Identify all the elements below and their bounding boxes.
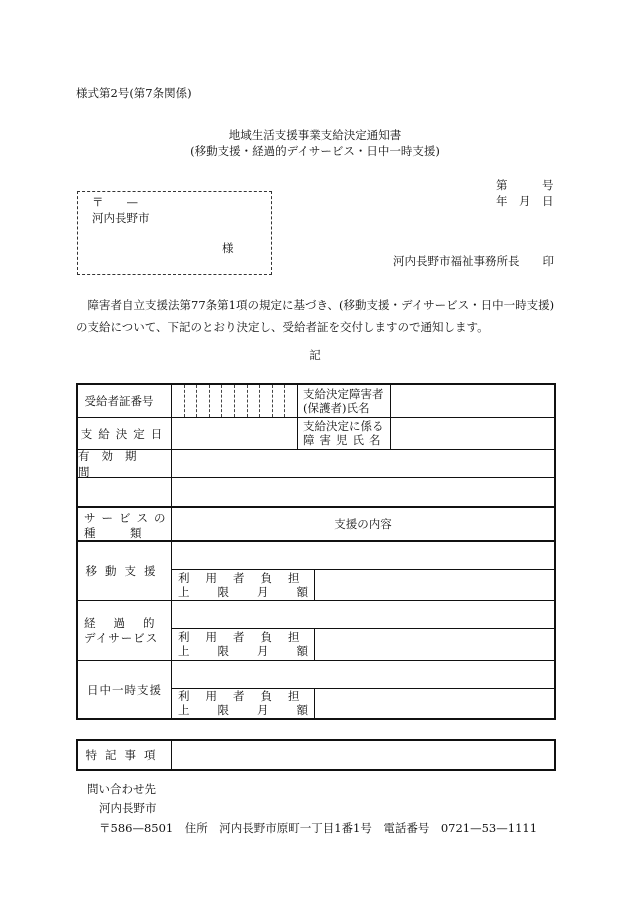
- service-type-label-1: サービスの: [84, 511, 172, 525]
- validity-label: 有効期間: [78, 448, 149, 479]
- contact-heading: 問い合わせ先: [87, 782, 156, 796]
- burden-label-2: 上限月額: [178, 585, 336, 599]
- service-day-label-2: デイサービス: [84, 631, 159, 645]
- validity-label-cell: [78, 450, 171, 477]
- col-divider: [171, 385, 172, 718]
- child-label-2: 障害児氏名: [303, 433, 386, 447]
- document-date: 年 月 日: [496, 194, 554, 208]
- remarks-label: 特記事項: [85, 748, 164, 762]
- decision-date-label-cell: [78, 418, 171, 449]
- decision-form-table: [76, 383, 556, 720]
- burden-label-1: 利用者負担: [178, 630, 316, 644]
- decision-date-label: 支給決定日: [80, 426, 169, 441]
- document-title: 地域生活支援事業支給決定通知書: [228, 128, 402, 142]
- remarks-label-cell: [78, 741, 171, 769]
- document-subtitle: (移動支援・経過的デイサービス・日中一時支援): [190, 144, 440, 158]
- service-mobility-label-cell: [78, 542, 171, 600]
- remarks-table: [76, 739, 556, 771]
- recipient-number-digits[interactable]: [172, 385, 297, 417]
- contact-city: 河内長野市: [99, 801, 157, 815]
- body-paragraph: 障害者自立支援法第77条第1項の規定に基づき、(移動支援・デイサービス・日中一時支援)の支給について、下記のとおり決定し、受給者証を交付しますので通知します。: [76, 298, 555, 334]
- col-divider: [390, 385, 391, 449]
- child-label-1: 支給決定に係る: [303, 419, 384, 433]
- service-mobility-label: 移動支援: [85, 564, 164, 578]
- contact-address-line: 〒586—8501 住所 河内長野市原町一丁目1番1号 電話番号 0721—53—1111: [99, 821, 538, 835]
- row-divider: [172, 569, 554, 570]
- issuer: 河内長野市福祉事務所長 印: [393, 254, 554, 268]
- remarks-field[interactable]: [172, 741, 554, 769]
- burden-label-1: 利用者負担: [178, 571, 316, 585]
- applicant-label-2: (保護者)氏名: [303, 401, 370, 415]
- burden-label-1: 利用者負担: [178, 689, 316, 703]
- col-divider: [297, 385, 298, 449]
- postal-mark: 〒 —: [92, 195, 138, 209]
- recipient-no-label: 受給者証番号: [84, 394, 154, 408]
- document-number: 第 号: [496, 178, 554, 192]
- recipient-city: 河内長野市: [92, 211, 150, 225]
- service-day-label-1: 経過的: [84, 616, 173, 630]
- burden-label-2: 上限月額: [178, 644, 336, 658]
- service-daytime-label-cell: [78, 661, 171, 718]
- row-divider: [78, 600, 554, 601]
- burden-label-2: 上限月額: [178, 703, 336, 717]
- row-divider: [172, 628, 554, 629]
- content-header: 支援の内容: [334, 517, 392, 531]
- applicant-label-1: 支給決定障害者: [303, 387, 384, 401]
- recipient-no-label-cell: [78, 385, 171, 417]
- service-type-label-2: 種 類: [84, 526, 142, 540]
- service-daytime-label: 日中一時支援: [87, 682, 162, 697]
- honorific: 様: [222, 241, 234, 255]
- form-number: 様式第2号(第7条関係): [76, 86, 192, 100]
- ki-mark: 記: [309, 348, 321, 362]
- address-box: [77, 191, 272, 275]
